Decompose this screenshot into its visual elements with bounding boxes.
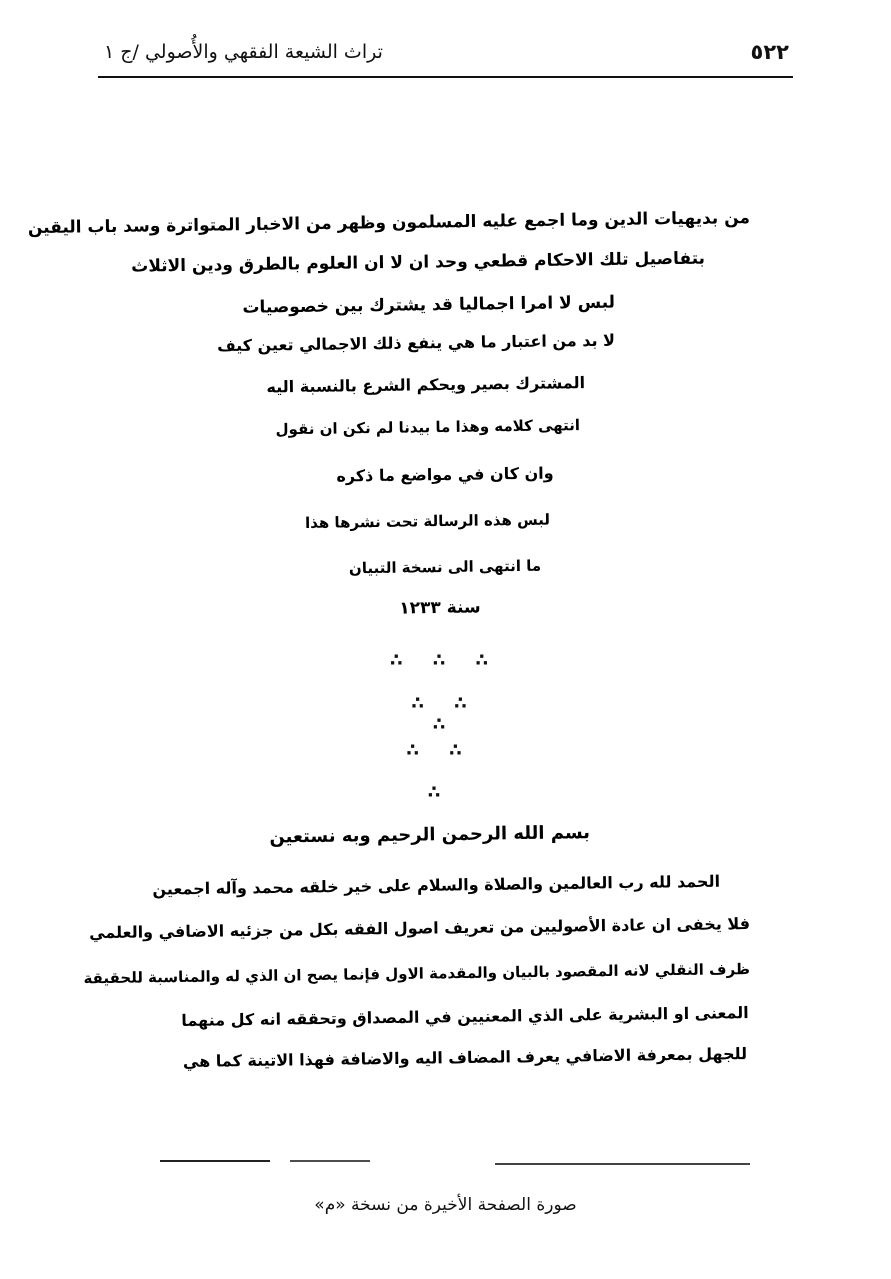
- colophon-line: لا بد من اعتبار ما هي ينفع ذلك الاجمالي تعين كيف: [216, 330, 616, 356]
- manuscript-edge-stroke: [495, 1163, 750, 1165]
- manuscript-body-line: ظرف النقلي لانه المقصود بالبيان والمقدمة الاول فإنما يصح ان الذي له والمناسبة للحقيقة: [83, 960, 751, 988]
- colophon-date: سنة ١٢٣٣: [399, 597, 481, 619]
- manuscript-edge-stroke: [290, 1160, 370, 1162]
- page-header: [98, 40, 793, 78]
- manuscript-body-line: الحمد لله رب العالمين والصلاة والسلام على خير خلقه محمد وآله اجمعين: [152, 871, 721, 899]
- running-title: تراث الشيعة الفقهي والأُصولي /ج ١: [104, 41, 383, 63]
- colophon-line: ما انتهى الى نسخة التبيان: [348, 556, 542, 578]
- ornament-dots: ∴ ∴ ∴: [389, 650, 501, 671]
- colophon-line: لبس لا امرا اجماليا قد يشترك بين خصوصيات: [242, 292, 616, 318]
- colophon-line: من بديهيات الدين وما اجمع عليه المسلمون وظهر من الاخبار المتواترة وسد باب اليقين: [27, 208, 751, 239]
- colophon-line: لبس هذه الرسالة تحت نشرها هذا: [304, 510, 551, 532]
- figure-caption: صورة الصفحة الأخيرة من نسخة «م»: [314, 1195, 577, 1215]
- manuscript-body-line: فلا يخفى ان عادة الأصوليين من تعريف اصول الفقه بكل من جزئيه الاضافي والعلمي: [89, 914, 751, 943]
- manuscript-edge-stroke: [160, 1160, 270, 1162]
- page-number: ٥٢٢: [750, 40, 789, 64]
- ornament-dots: ∴ ∴: [406, 740, 474, 761]
- manuscript-image: [27, 200, 751, 1200]
- ornament-dots: ∴ ∴ ∴: [411, 693, 479, 735]
- manuscript-body-line: للجهل بمعرفة الاضافي يعرف المضاف اليه والاضافة فهذا الاتينة كما هي: [182, 1044, 748, 1071]
- colophon-line: وان كان في مواضع ما ذكره: [336, 463, 554, 486]
- colophon-line: المشترك بصير ويحكم الشرع بالنسبة اليه: [266, 373, 586, 397]
- colophon-line: بتفاصيل تلك الاحكام قطعي وحد ان لا ان العلوم بالطرق ودين الاثلاث: [131, 248, 706, 277]
- colophon-line: انتهى كلامه وهذا ما بيدنا لم نكن ان نقول: [275, 416, 581, 439]
- manuscript-body-line: المعنى او البشرية على الذي المعنيين في المصداق وتحققه انه كل منهما: [181, 1003, 749, 1030]
- basmala: بسم الله الرحمن الرحيم وبه نستعين: [269, 822, 591, 848]
- ornament-dots: ∴: [427, 782, 453, 803]
